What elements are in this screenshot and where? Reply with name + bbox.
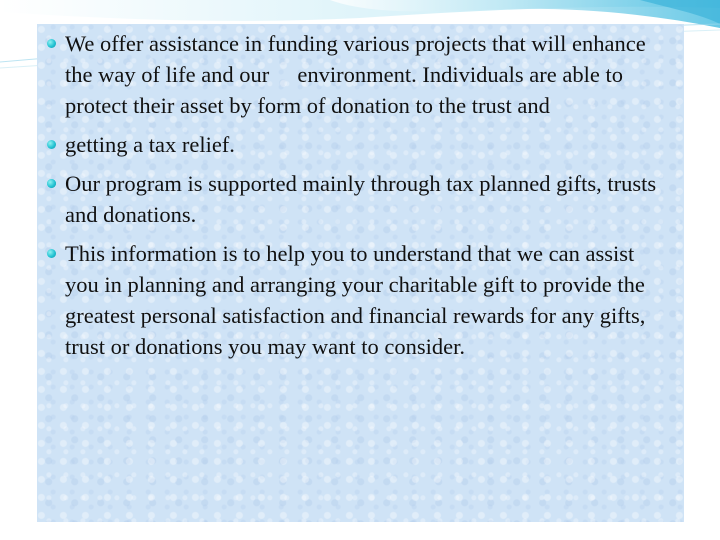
bullet-text: Our program is supported mainly through tax planned gifts, trusts and donations. bbox=[65, 171, 662, 227]
bullet-text: We offer assistance in funding various projects that will enhance the way of life and our environment. Individuals are able to protect their asset by form of donation to the trust and bbox=[65, 31, 652, 118]
content-panel bbox=[37, 24, 684, 522]
bullet-item bbox=[47, 129, 670, 160]
bullet-text: This information is to help you to understand that we can assist you in planning and arranging your charitable gift to provide the greatest personal satisfaction and financial rewards for any gifts, trust or donations you may want to consider. bbox=[65, 241, 652, 359]
bullet-dot-icon bbox=[47, 249, 56, 258]
bullet-list bbox=[37, 24, 684, 362]
bullet-text: getting a tax relief. bbox=[65, 132, 235, 157]
bullet-dot-icon bbox=[47, 179, 56, 188]
bullet-item bbox=[47, 238, 670, 362]
bullet-item bbox=[47, 28, 670, 121]
bullet-dot-icon bbox=[47, 140, 56, 149]
bullet-item bbox=[47, 168, 670, 230]
bullet-dot-icon bbox=[47, 39, 56, 48]
